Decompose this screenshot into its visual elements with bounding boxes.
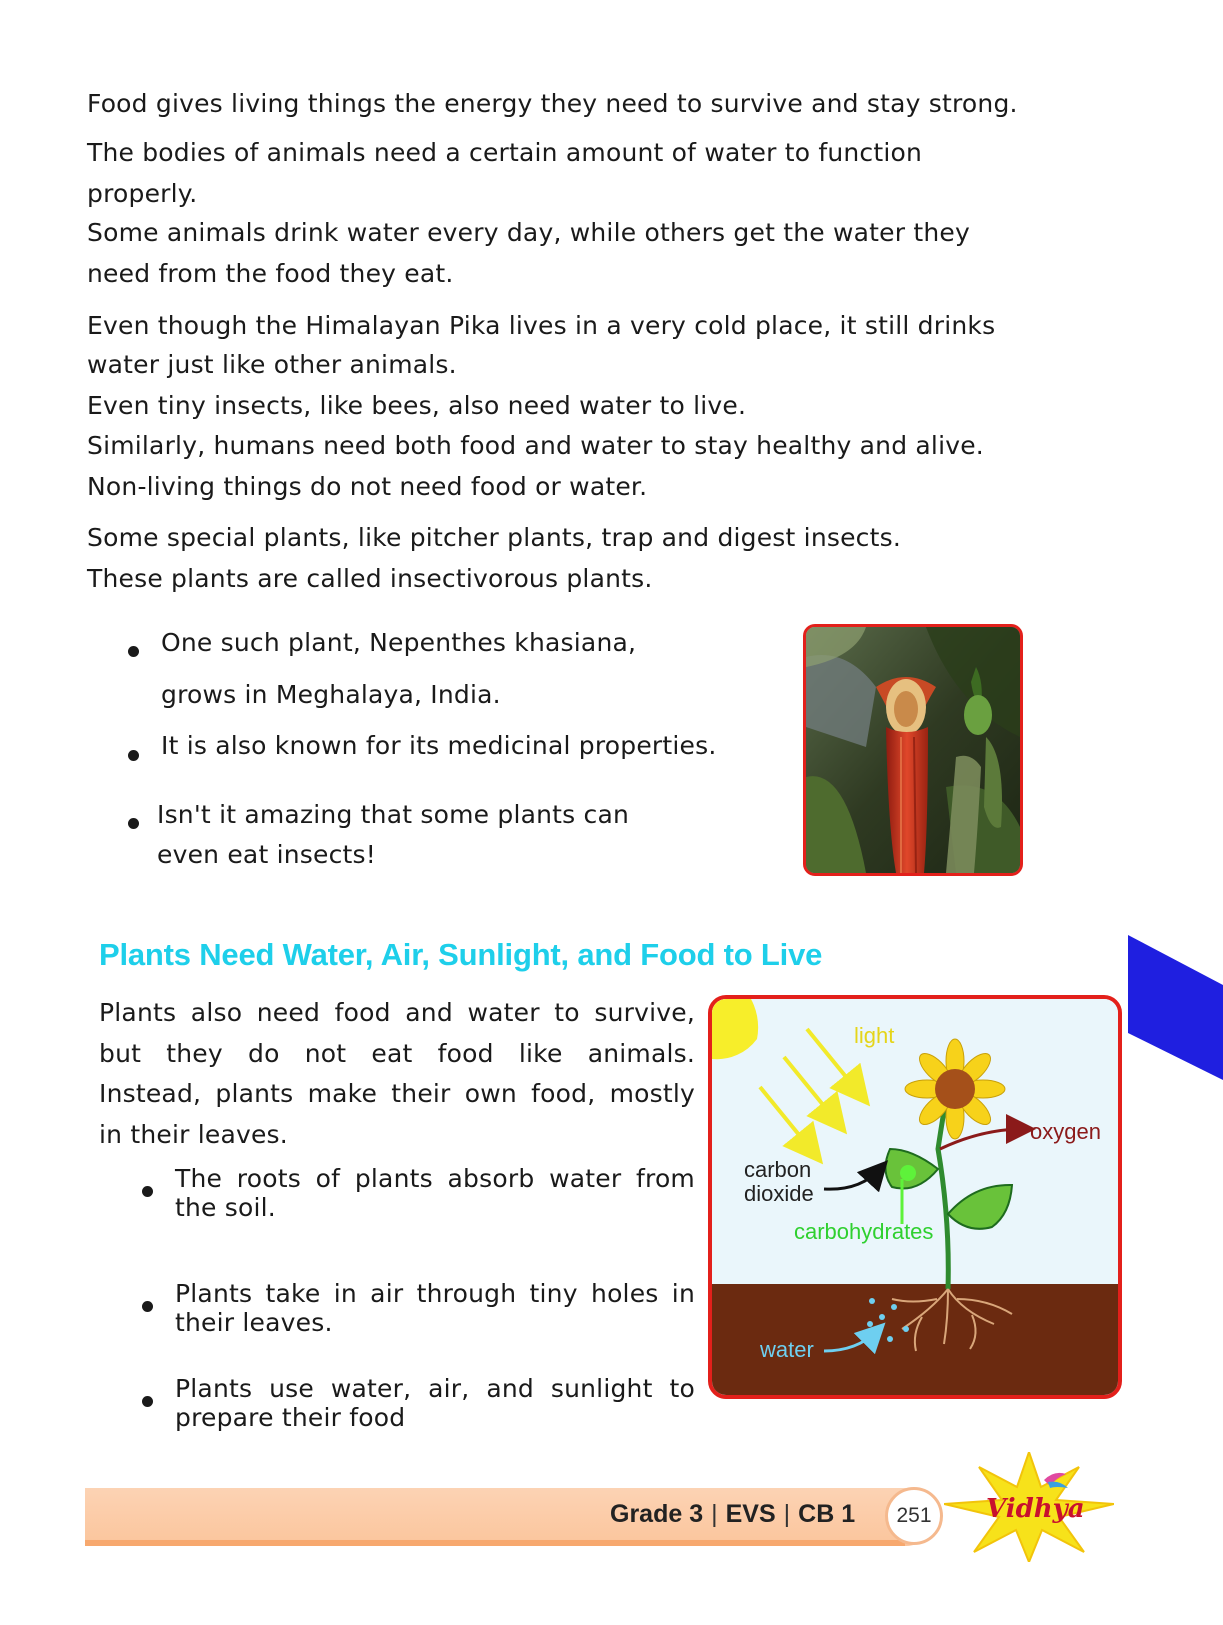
text-line: These plants are called insectivorous plants.: [87, 564, 653, 593]
footer-subject: EVS: [725, 1500, 776, 1528]
text-line: Plants also need food and water to survive,: [99, 998, 695, 1027]
label-carbon: carbon: [744, 1157, 812, 1182]
bullet-dot: [142, 1396, 153, 1407]
text-line: Similarly, humans need both food and water to stay healthy and alive.: [87, 431, 984, 460]
text-line: properly.: [87, 179, 198, 208]
bullet-dot: [142, 1301, 153, 1312]
bullet-text: grows in Meghalaya, India.: [161, 680, 501, 709]
logo-text: Vidhya: [986, 1494, 1085, 1524]
pitcher-plant-photo: [803, 624, 1023, 876]
label-dioxide: dioxide: [744, 1181, 814, 1206]
label-carbohydrates: carbohydrates: [794, 1219, 934, 1244]
footer-separator: |: [711, 1500, 718, 1528]
bullet-text: Isn't it amazing that some plants can: [157, 800, 630, 829]
label-water: water: [760, 1337, 814, 1362]
text-line: Some special plants, like pitcher plants, trap and digest insects.: [87, 523, 901, 552]
text-line: but they do not eat food like animals.: [99, 1039, 695, 1068]
text-line: The bodies of animals need a certain amount of water to function: [87, 138, 923, 167]
pitcher-plant-illustration: [806, 627, 1020, 873]
bullet-text: their leaves.: [175, 1308, 333, 1337]
section-heading: Plants Need Water, Air, Sunlight, and Food to Live: [99, 937, 823, 972]
footer-book: CB 1: [798, 1500, 856, 1528]
bullet-dot: [128, 818, 139, 829]
bullet-text: even eat insects!: [157, 840, 376, 869]
bullet-text: prepare their food: [175, 1403, 406, 1432]
text-line: Some animals drink water every day, while others get the water they: [87, 218, 970, 247]
text-line: need from the food they eat.: [87, 259, 454, 288]
page-number: 251: [885, 1487, 943, 1545]
footer-grade: Grade 3: [610, 1500, 704, 1528]
label-light: light: [854, 1023, 895, 1048]
bullet-text: Plants use water, air, and sunlight to: [175, 1374, 695, 1403]
bullet-text: It is also known for its medicinal properties.: [161, 731, 717, 760]
text-line: in their leaves.: [99, 1120, 288, 1149]
bullet-text: One such plant, Nepenthes khasiana,: [161, 628, 637, 657]
footer-separator: |: [783, 1500, 791, 1528]
bullet-dot: [128, 750, 139, 761]
text-line: Non-living things do not need food or water.: [87, 472, 648, 501]
label-oxygen: oxygen: [1030, 1119, 1101, 1144]
text-line: Even though the Himalayan Pika lives in a very cold place, it still drinks: [87, 311, 996, 340]
chapter-tab-flag: [1128, 935, 1223, 1080]
photosynthesis-diagram: [708, 995, 1122, 1399]
text-line: Food gives living things the energy they need to survive and stay strong.: [87, 89, 1018, 118]
bullet-dot: [128, 646, 139, 657]
vidhya-logo: [944, 1452, 1114, 1562]
bullet-text: the soil.: [175, 1193, 276, 1222]
bullet-text: The roots of plants absorb water from: [175, 1164, 695, 1193]
bullet-dot: [142, 1186, 153, 1197]
text-line: Even tiny insects, like bees, also need water to live.: [87, 391, 747, 420]
text-line: Instead, plants make their own food, mostly: [99, 1079, 695, 1108]
bullet-text: Plants take in air through tiny holes in: [175, 1279, 695, 1308]
text-line: water just like other animals.: [87, 350, 457, 379]
footer-info: [610, 1500, 855, 1529]
